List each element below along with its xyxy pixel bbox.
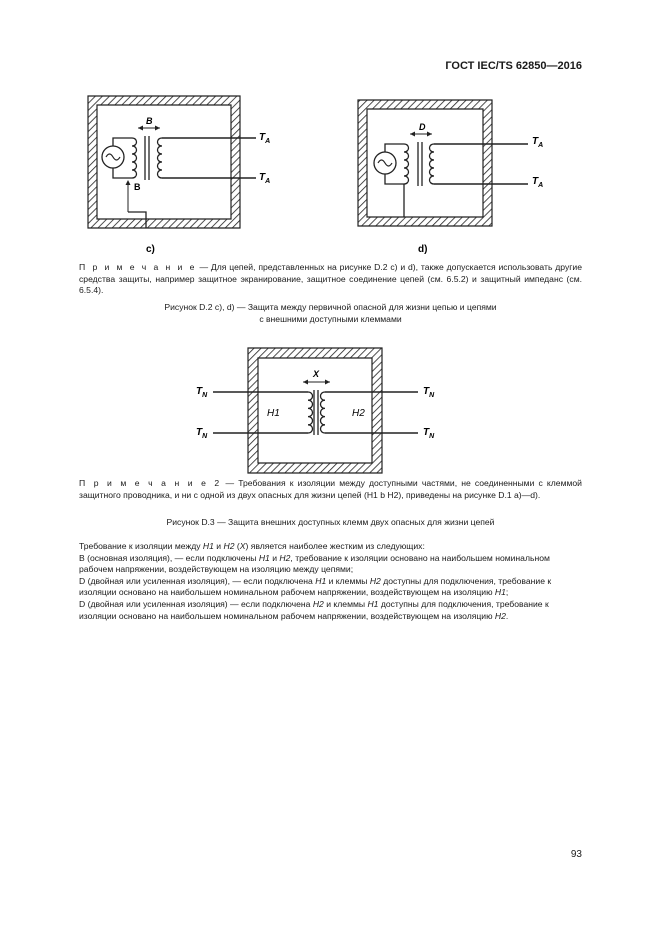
caption-d2: Рисунок D.2 c), d) — Защита между первичной опасной для жизни цепью и цепями с внешними доступными клеммами bbox=[164, 302, 497, 324]
terminal-label-c-1: $T_A$ bbox=[259, 132, 271, 145]
terminal-label-tn-3: $T_N$ bbox=[423, 386, 435, 399]
terminal-label-tn-1: $T_N$ bbox=[196, 386, 208, 399]
primary-winding-c bbox=[132, 138, 137, 178]
body-paragraph-1: Требование к изоляции между H1 и H2 (X) является наиболее жестким из следующих: bbox=[79, 541, 425, 551]
body-text bbox=[79, 541, 582, 622]
spacing-label-d: D bbox=[419, 122, 426, 132]
terminal-label-d-2: $T_A$ bbox=[532, 176, 544, 189]
terminal-label-c-2: $T_A$ bbox=[259, 172, 271, 185]
document-header: ГОСТ IEC/TS 62850—2016 bbox=[445, 60, 582, 72]
winding-h2 bbox=[321, 392, 326, 433]
secondary-winding-d bbox=[430, 144, 435, 184]
page-number: 93 bbox=[570, 849, 582, 860]
figure-d2 bbox=[0, 0, 661, 260]
spacing-label-c-bottom: B bbox=[134, 182, 141, 192]
terminal-label-tn-4: $T_N$ bbox=[423, 427, 435, 440]
panel-label-c: c) bbox=[146, 244, 155, 255]
body-paragraph-3: D (двойная или усиленная изоляция), — если подключена H1 и клеммы H2 доступны для подключения, требование к изоляции основано на наибольшем номинальном рабочем напряжении, воздействующем на изоляцию H1; bbox=[79, 575, 552, 598]
figure-d3 bbox=[0, 340, 661, 480]
primary-winding-d bbox=[404, 144, 409, 184]
panel-c bbox=[88, 96, 270, 255]
winding-label-h1: H1 bbox=[267, 408, 280, 419]
terminal-label-d-1: $T_A$ bbox=[532, 136, 544, 149]
body-paragraph-2: B (основная изоляция), — если подключены H1 и H2, требование к изоляции основано на наибольшем номинальном рабочем напряжении, воздействующем на изоляцию между цепями; bbox=[79, 552, 550, 575]
note-1: П р и м е ч а н и е — Для цепей, представленных на рисунке D.2 c) и d), также допускается использовать другие средства защиты, например защитное экранирование, защитное соединение цепей (см. 6.5.2) и защитный импеданс (см. 6.5.4). bbox=[79, 262, 582, 296]
panel-d bbox=[358, 100, 543, 255]
note-2: П р и м е ч а н и е 2 — Требования к изоляции между доступными частями, не соединенными с клеммой защитного проводника, и ни с одной из двух опасных для жизни цепей (H1 b H2), приведены на рисунке D.1 a)—d). bbox=[79, 478, 582, 500]
enclosure-c bbox=[88, 96, 240, 228]
caption-d3: Рисунок D.3 — Защита внешних доступных клемм двух опасных для жизни цепей bbox=[166, 517, 495, 527]
secondary-winding-c bbox=[158, 138, 163, 178]
panel-label-d: d) bbox=[418, 244, 428, 255]
spacing-label-x: X bbox=[313, 369, 320, 379]
terminal-label-tn-2: $T_N$ bbox=[196, 427, 208, 440]
spacing-label-c-top: B bbox=[146, 116, 153, 126]
winding-label-h2: H2 bbox=[352, 408, 365, 419]
body-paragraph-4: D (двойная или усиленная изоляция) — если подключена H2 и клеммы H1 доступны для подключения, требование к изоляции основано на наибольшем номинальном рабочем напряжении, воздействующем на изоляцию H2. bbox=[79, 598, 549, 621]
winding-h1 bbox=[308, 392, 313, 433]
